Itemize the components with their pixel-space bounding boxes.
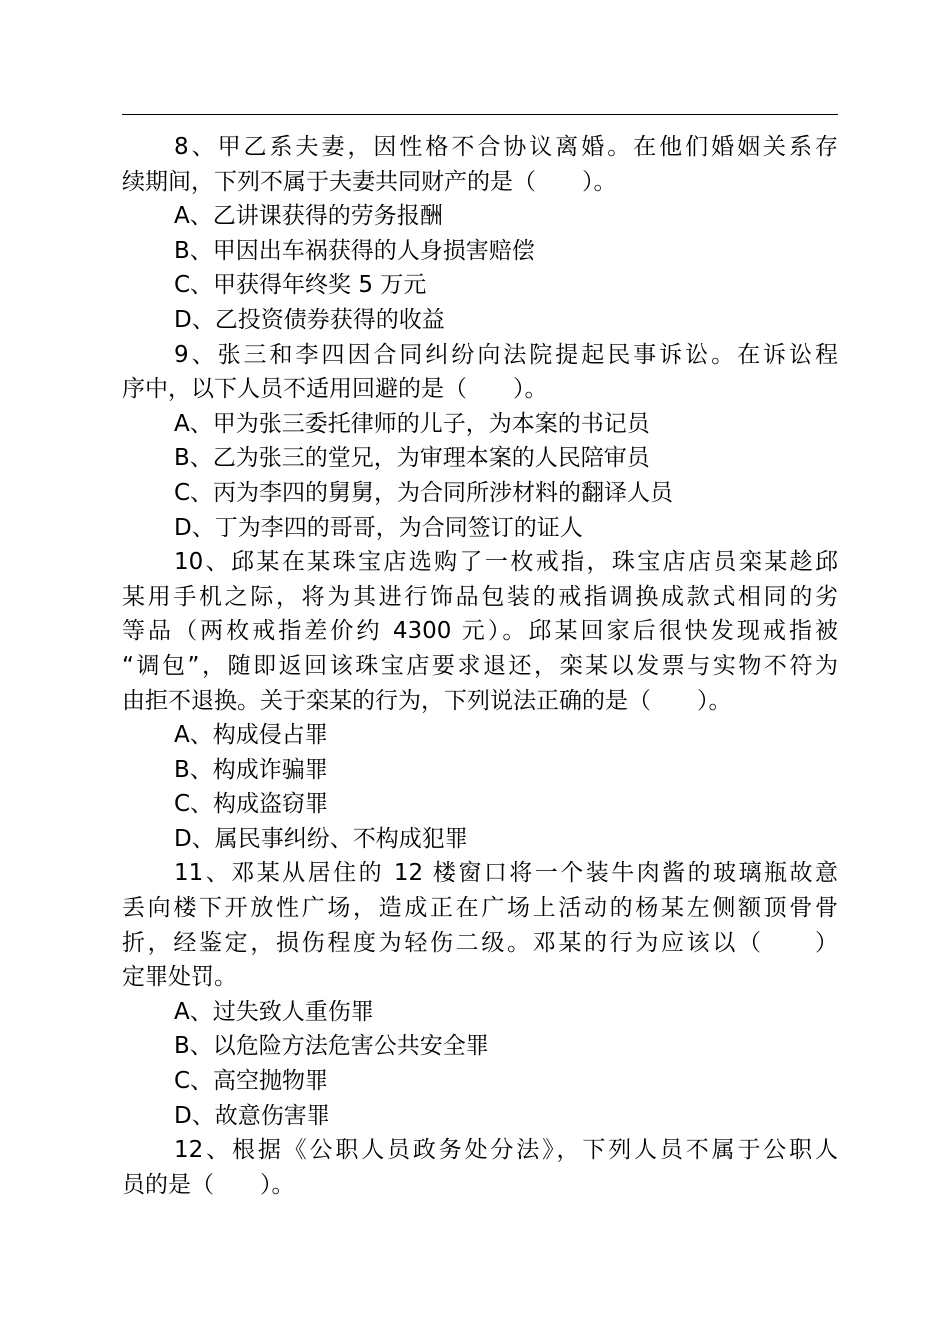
question-8-option-b: B、甲因出车祸获得的人身损害赔偿 [174,237,535,264]
question-10-stem-line-1: 10、邱某在某珠宝店选购了一枚戒指，珠宝店店员栾某趁邱 [174,549,838,576]
question-10-option-d: D、属民事纠纷、不构成犯罪 [174,825,468,852]
question-8-option-c: C、甲获得年终奖 5 万元 [174,272,427,299]
question-12-stem-line-1: 12、根据《公职人员政务处分法》，下列人员不属于公职人 [174,1137,838,1164]
question-11-option-d: D、故意伤害罪 [174,1102,330,1129]
question-9-option-a: A、甲为张三委托律师的儿子，为本案的书记员 [174,410,650,437]
question-9-option-d: D、丁为李四的哥哥，为合同签订的证人 [174,514,583,541]
question-8-option-a: A、乙讲课获得的劳务报酬 [174,203,443,230]
question-10-option-a: A、构成侵占罪 [174,722,328,749]
question-11-option-b: B、以危险方法危害公共安全罪 [174,1033,489,1060]
question-12-stem-line-2: 员的是（ ）。 [122,1171,295,1198]
question-8-stem-line-1: 8、甲乙系夫妻，因性格不合协议离婚。在他们婚姻关系存 [174,134,838,160]
question-11-stem-line-4: 定罪处罚。 [122,964,237,991]
question-9-stem-line-1: 9、张三和李四因合同纠纷向法院提起民事诉讼。在诉讼程 [174,341,838,368]
question-11-stem-line-1: 11、邓某从居住的 12 楼窗口将一个装牛肉酱的玻璃瓶故意 [174,860,838,887]
question-10-stem-line-3: 等品（两枚戒指差价约 4300 元）。邱某回家后很快发现戒指被 [122,618,838,645]
question-10-option-c: C、构成盗窃罪 [174,791,329,818]
question-10-stem-line-4: “调包”，随即返回该珠宝店要求退还，栾某以发票与实物不符为 [122,652,838,679]
question-9-stem-line-2: 序中，以下人员不适用回避的是（ ）。 [122,376,548,403]
question-11-stem-line-2: 丢向楼下开放性广场，造成正在广场上活动的杨某左侧额顶骨骨 [122,895,838,922]
question-content [122,130,838,1202]
question-9-option-c: C、丙为李四的舅舅，为合同所涉材料的翻译人员 [174,479,674,506]
question-10-option-b: B、构成诈骗罪 [174,756,328,783]
question-10-stem-line-2: 某用手机之际，将为其进行饰品包装的戒指调换成款式相同的劣 [122,583,838,610]
question-8-stem-line-2: 续期间，下列不属于夫妻共同财产的是（ ）。 [122,168,617,195]
header-rule [122,114,838,115]
question-10-stem-line-5: 由拒不退换。关于栾某的行为，下列说法正确的是（ ）。 [122,687,732,714]
question-11-option-a: A、过失致人重伤罪 [174,998,374,1025]
question-9-option-b: B、乙为张三的堂兄，为审理本案的人民陪审员 [174,445,650,472]
question-11-stem-line-3: 折，经鉴定，损伤程度为轻伤二级。邓某的行为应该以（ ） [122,929,838,956]
question-11-option-c: C、高空抛物罪 [174,1068,329,1095]
question-8-option-d: D、乙投资债券获得的收益 [174,306,445,333]
